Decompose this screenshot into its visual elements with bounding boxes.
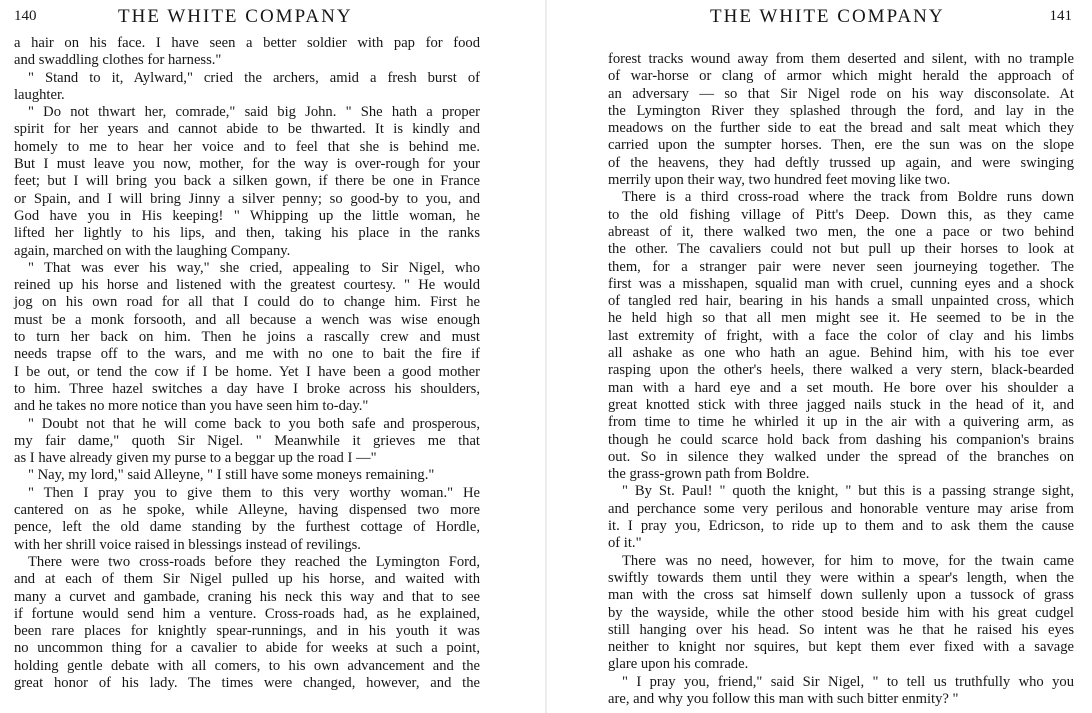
text-line: if fortune would send him a venture. Cross-roads had, as he explained, [14,605,480,622]
text-line: and perchance some very perilous and honorable venture may arise from [608,500,1074,517]
text-line: I be out, or tend the cow if I be home. Yet I have been a good mother [14,363,480,380]
page-number-right: 141 [1049,8,1072,24]
text-line: of the heavens, they had deftly trussed up again, and were swinging [608,154,1074,171]
text-line: merrily upon their way, two hundred feet moving like two. [608,172,951,189]
text-line: But I must leave you now, mother, for the way is over-rough for your [14,156,480,173]
text-line: forest tracks wound away from them deserted and silent, with no trample [608,51,1074,67]
text-line: as I have already given my purse to a beggar up the road I —" [14,450,377,467]
text-line: feet; but I will bring you back a silken gown, if there be one in France [14,173,480,190]
text-line: swiftly towards them until they were within a spear's length, when the [608,569,1074,586]
text-line: homely to me to hear her voice and to feel that she is behind me. [14,138,480,155]
text-line: spirit for her years and cannot abide to be thwarted. It is kindly and [14,121,480,138]
text-line: and at each of them Sir Nigel pulled up his horse, and waited with [14,571,480,588]
text-line: laughter. [14,86,65,103]
text-line: all ashake as one who hath an ague. Behind him, with his toe ever [608,345,1074,362]
text-line: rasping upon the other's heels, there walked a very stern, black-bearded [608,362,1074,379]
page-number-left: 140 [14,8,37,24]
text-line: no uncommon thing for a cavalier to abide for weeks at such a point, [14,640,480,657]
text-line: them, for a stranger pair were never seen journeying together. The [608,258,1074,275]
text-line: " That was ever his way," she cried, appealing to Sir Nigel, who [28,259,480,276]
right-page [546,0,1092,713]
text-line: a hair on his face. I have seen a better soldier with pap for food [14,35,480,51]
text-line: of tangled red hair, bearing in his hands a small unpainted cross, which [608,293,1074,310]
text-line: to turn her back on him. Then he joins a rascally crew and must [14,329,480,346]
text-line: pence, left the old dame standing by the furthest cottage of Hordle, [14,519,480,536]
text-line: though he could scarce hold back from dashing his companion's brains [608,431,1074,448]
text-line: " Then I pray you to give them to this very worthy woman." He [28,484,480,501]
text-line: from time to time he whirled it up in the air with a quivering arm, as [608,414,1074,431]
text-line: it. I pray you, Edricson, to ride up to them and to ask them the cause [608,518,1074,535]
text-line: the other. The cavaliers could not but pull up their horses to look at [608,241,1074,258]
left-running-head [14,6,480,32]
text-line: man with a hard eye and a set mouth. He bore over his shoulder a [608,379,1074,396]
text-line: great honor of his lady. The times were changed, however, and the [14,674,480,691]
text-line: neither to knight nor squires, but kept them ever fixed with a savage [608,639,1074,656]
text-line: " I pray you, friend," said Sir Nigel, " to tell us truthfully who you [622,673,1074,690]
text-line: meadows on the further side to eat the bread and salt meat which they [608,120,1074,137]
text-line: to him. Three hazel switches a day have I broke across his shoulders, [14,380,480,397]
text-line: lifted her lightly to his lips, and then, taking his place in the ranks [14,225,480,242]
text-line: man with the cross sat himself down sullenly upon a tussock of grass [608,587,1074,604]
text-line: out. So in silence they walked under the spread of the branches on [608,448,1074,465]
text-line: " Do not thwart her, comrade," said big John. " She hath a proper [28,104,480,121]
text-line: great knotted stick with three jagged nails stuck in the head of it, and [608,396,1074,413]
text-line: again, marched on with the laughing Company. [14,242,291,259]
text-line: " Nay, my lord," said Alleyne, " I still have some moneys remaining." [28,467,435,484]
text-line: There were two cross-roads before they reached the Lymington Ford, [28,553,480,570]
text-line: " Doubt not that he will come back to you both safe and prosperous, [28,415,480,432]
text-line: or Spain, and I will bring Jinny a silver penny; so good-by to you, and [14,190,480,207]
text-line: There is a third cross-road where the track from Boldre runs down [622,189,1074,206]
left-page-text [14,35,480,692]
text-line: an adversary — so that Sir Nigel rode on his way disconsolate. At [608,85,1074,102]
text-line: abreast of it, there walked two men, the one a pace or two behind [608,223,1074,240]
right-page-text [608,51,1074,708]
text-line: and swaddling clothes for harness." [14,52,222,69]
text-line: reined up his horse and listened with the greatest courtesy. " He would [14,277,480,294]
text-line: and he takes no more notice than you have seen him to-day." [14,398,369,415]
text-line: glare upon his comrade. [608,656,749,673]
text-line: of it." [608,535,642,552]
book-title-right: THE WHITE COMPANY [710,6,945,27]
right-running-head [606,6,1072,32]
text-line: many a curvet and gambade, craning his neck this way and that to see [14,588,480,605]
text-line: been rare places for knightly spear-runnings, and in his youth it was [14,623,480,640]
text-line: he held high so that all men might see it. He seemed to be in the [608,310,1074,327]
text-line: still hanging over his head. So intent was he that he raised his eyes [608,621,1074,638]
text-line: to the old fishing village of Pitt's Deep. Down this, as they came [608,206,1074,223]
text-line: There was no need, however, for him to move, for the twain came [622,552,1074,569]
book-title-left: THE WHITE COMPANY [118,6,353,27]
text-line: my fair dame," quoth Sir Nigel. " Meanwhile it grieves me that [14,432,480,449]
text-line: with her shrill voice raised in blessings instead of revilings. [14,536,361,553]
text-line: " Stand to it, Aylward," cried the archers, amid a fresh burst of [28,69,480,86]
text-line: must be a monk forsooth, and all because a wench was wise enough [14,311,480,328]
text-line: the grass-grown path from Boldre. [608,466,810,483]
text-line: the Lymington River they splashed through the ford, and lay in the [608,102,1074,119]
text-line: of war-horse or clang of armor which might herald the approach of [608,68,1074,85]
text-line: cantered on as he spoke, while Alleyne, having dispensed two more [14,502,480,519]
text-line: by the wayside, while the other stood beside him with his great cudgel [608,604,1074,621]
text-line: carried upon the sumpter horses. Then, ere the sun was on the slope [608,137,1074,154]
text-line: jog on his own road for all that I could do to change him. First he [14,294,480,311]
text-line: holding gentle debate with all comers, to his own advancement and the [14,657,480,674]
text-line: are, and why you follow this man with such bitter enmity? " [608,690,959,707]
text-line: last extremity of fright, with a face the color of clay and his limbs [608,327,1074,344]
text-line: first was a misshapen, squalid man with cruel, cunning eyes and a shock [608,275,1074,292]
text-line: " By St. Paul! " quoth the knight, " but this is a passing strange sight, [622,483,1074,500]
text-line: God have you in His keeping! " Whipping up the little woman, he [14,207,480,224]
text-line: needs trapse off to the wars, and me with no one to bait the fire if [14,346,480,363]
